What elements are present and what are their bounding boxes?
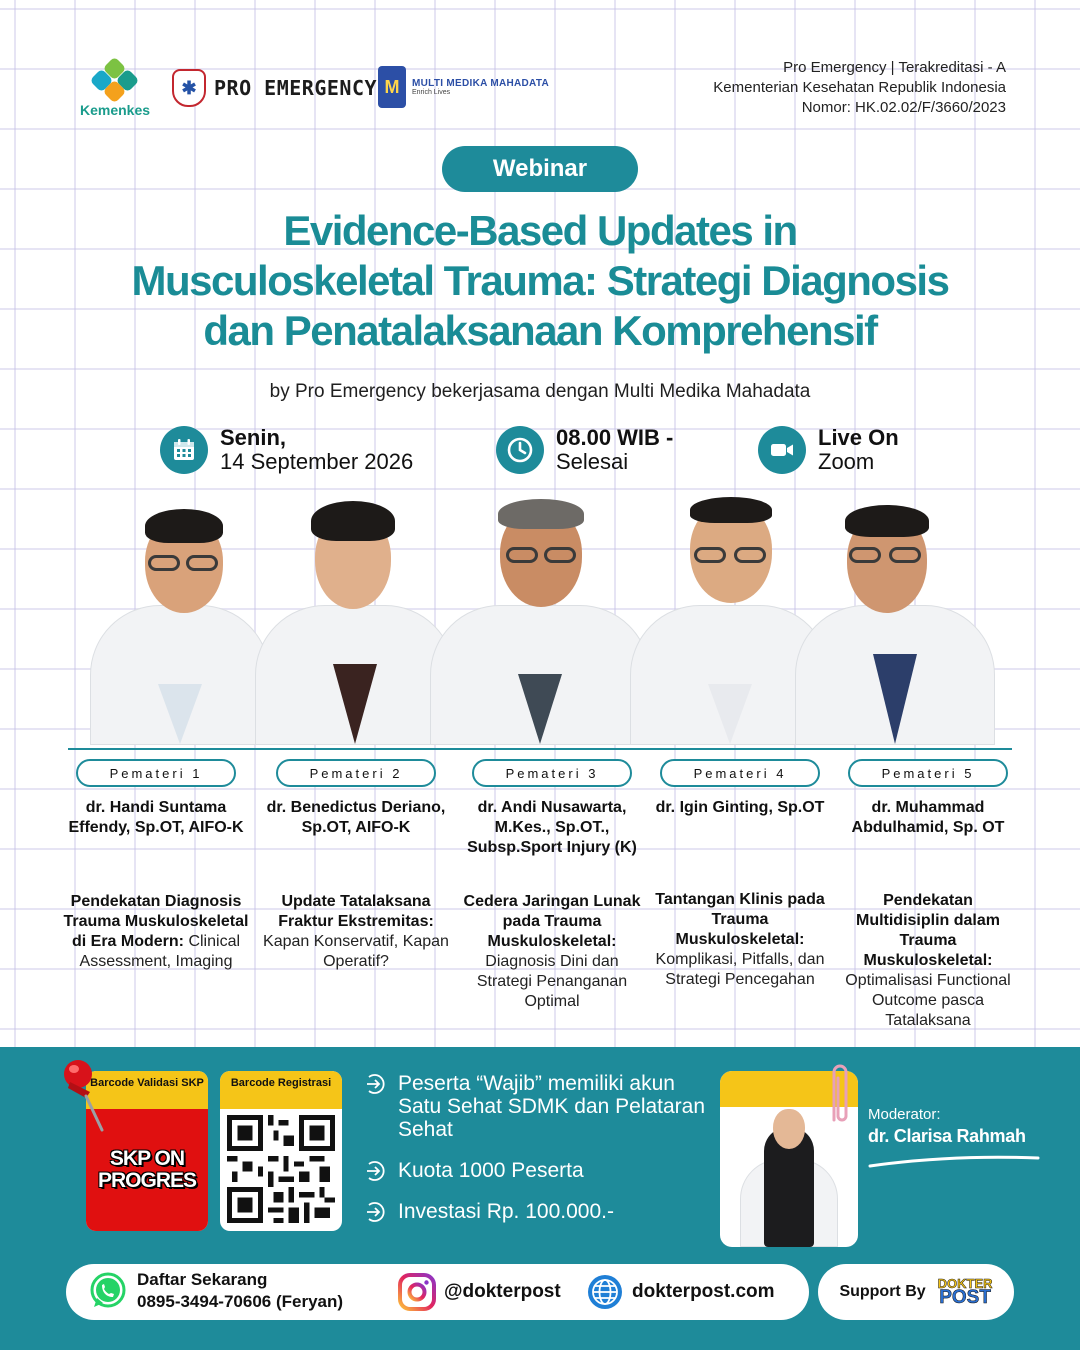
video-camera-icon [758,426,806,474]
speaker-topic-1-rest: Clinical Assessment, Imaging [79,933,241,970]
list-item [366,1159,706,1182]
skp-status: SKP ON PROGRES [86,1109,208,1231]
star-of-life-icon: ✱ [172,69,206,107]
registration-card-title: Barcode Registrasi [220,1071,342,1109]
accreditation-line: Pro Emergency | Terakreditasi - A [783,59,1006,76]
speaker-name-2: dr. Benedictus Deriano, Sp.OT, AIFO-K [266,799,446,836]
mmm-logo-name: MULTI MEDIKA MAHADATA [412,78,550,89]
speaker-photo-3 [430,495,650,745]
event-day: Senin, [220,425,287,450]
speaker-topic-3 [459,892,645,1012]
event-title-line: Musculoskeletal Trauma: Strategi Diagnosis [131,257,949,304]
calendar-icon [160,426,208,474]
speaker-name-1: dr. Handi Suntama Effendy, Sp.OT, AIFO-K [68,799,244,836]
event-title-line: dan Penatalaksanaan Komprehensif [203,307,877,354]
whatsapp-icon[interactable] [88,1271,128,1311]
event-time [496,426,673,474]
speaker-topic-3-bold: Cedera Jaringan Lunak pada Trauma Muskuloskeletal: [463,893,641,950]
globe-icon[interactable] [586,1273,624,1311]
kemenkes-logo-text: Kemenkes [79,102,151,118]
arrow-right-icon [366,1160,388,1182]
list-item-text: Peserta “Wajib” memiliki akun Satu Sehat SDMK dan Pelataran Sehat [398,1072,706,1141]
event-title [40,206,1040,356]
speaker-label-3: Pemateri 3 [472,759,632,787]
mmm-mark-icon: M [378,66,406,108]
clock-icon [496,426,544,474]
pro-emergency-logo [172,66,377,110]
skp-card-title: Barcode Validasi SKP [86,1071,208,1109]
speaker-name-3: dr. Andi Nusawarta, M.Kes., Sp.OT., Subsp.Sport Injury (K) [467,799,637,856]
speaker-photo-1 [90,495,270,745]
support-bar [818,1264,1014,1320]
instagram-icon[interactable] [398,1273,436,1311]
arrow-right-icon [366,1201,388,1223]
dokterpost-logo-top: DOKTER [937,1275,993,1291]
pro-emergency-logo-text: PRO EMERGENCY [214,76,378,100]
speaker-topic-1-bold: Pendekatan Diagnosis Trauma Muskuloskeletal di Era Modern: [63,893,249,950]
event-time-start: 08.00 WIB - [556,425,674,450]
moderator-label: Moderator: [868,1106,941,1123]
event-title-line: Evidence-Based Updates in [283,207,797,254]
webinar-badge: Webinar [442,146,638,192]
event-date [160,426,413,474]
moderator-name: dr. Clarisa Rahmah [868,1126,1026,1146]
speaker-topic-3-rest: Diagnosis Dini dan Strategi Penanganan Optimal [476,953,628,1010]
speaker-topic-4-rest: Komplikasi, Pitfalls, dan Strategi Pencegahan [655,951,825,988]
speaker-topic-2-bold: Update Tatalaksana Fraktur Ekstremitas: [278,893,434,930]
speaker-topic-4-bold: Tantangan Klinis pada Trauma Muskuloskeletal: [655,891,825,948]
speaker-topic-5-rest: Optimalisasi Functional Outcome pasca Tatalaksana [845,972,1011,1029]
multi-medika-logo [378,64,549,110]
accreditation-line: Nomor: HK.02.02/F/3660/2023 [801,99,1006,116]
event-platform-line-1: Live On [818,425,899,450]
speaker-topic-4 [647,890,833,990]
event-platform [758,426,899,474]
dokterpost-logo-bottom: POST [939,1286,991,1308]
accreditation-block [713,58,1006,118]
list-item-text: Investasi Rp. 100.000.- [398,1200,614,1223]
support-label: Support By [839,1283,926,1300]
speaker-topic-2-rest: Kapan Konservatif, Kapan Operatif? [263,933,449,970]
kemenkes-logo [72,60,158,122]
speaker-photos [60,490,1020,745]
mmm-logo-tag: Enrich Lives [412,89,451,96]
speaker-label-5: Pemateri 5 [848,759,1008,787]
dokterpost-logo [937,1275,993,1308]
accreditation-line: Kementerian Kesehatan Republik Indonesia [713,79,1006,96]
list-item [366,1200,706,1223]
list-item-text: Kuota 1000 Peserta [398,1159,584,1182]
speaker-name-5: dr. Muhammad Abdulhamid, Sp. OT [851,799,1005,836]
registration-info-list [366,1072,706,1241]
event-platform-line-2: Zoom [818,449,875,474]
website-link[interactable]: dokterpost.com [632,1281,775,1302]
registration-barcode-card[interactable] [220,1071,342,1231]
instagram-handle-link[interactable]: @dokterpost [444,1281,561,1302]
list-item [366,1072,706,1141]
speaker-photo-2 [255,495,455,745]
speaker-label-1: Pemateri 1 [76,759,236,787]
speaker-name-4: dr. Igin Ginting, Sp.OT [655,799,825,816]
event-date-full: 14 September 2026 [220,449,414,474]
register-now-label: Daftar Sekarang [137,1270,268,1289]
speakers-divider [68,748,1012,750]
speaker-topic-2 [263,892,449,972]
speaker-label-4: Pemateri 4 [660,759,820,787]
swoosh-underline [866,1150,1042,1172]
speaker-topic-5 [835,891,1021,1031]
speaker-label-2: Pemateri 2 [276,759,436,787]
organizer-line: by Pro Emergency bekerjasama dengan Multi Medika Mahadata [269,381,811,402]
speaker-topic-1 [63,892,249,972]
speaker-photo-5 [795,495,995,745]
register-phone-link[interactable]: 0895-3494-70606 (Feryan) [137,1292,344,1311]
arrow-right-icon [366,1073,388,1095]
push-pin-icon [56,1058,106,1134]
kemenkes-mark-icon [93,60,137,100]
registration-qr-code[interactable] [227,1115,335,1223]
paper-clip-icon [826,1060,854,1128]
speaker-topic-5-bold: Pendekatan Multidisiplin dalam Trauma Muskuloskeletal: [855,892,1000,969]
event-time-end: Selesai [556,449,629,474]
